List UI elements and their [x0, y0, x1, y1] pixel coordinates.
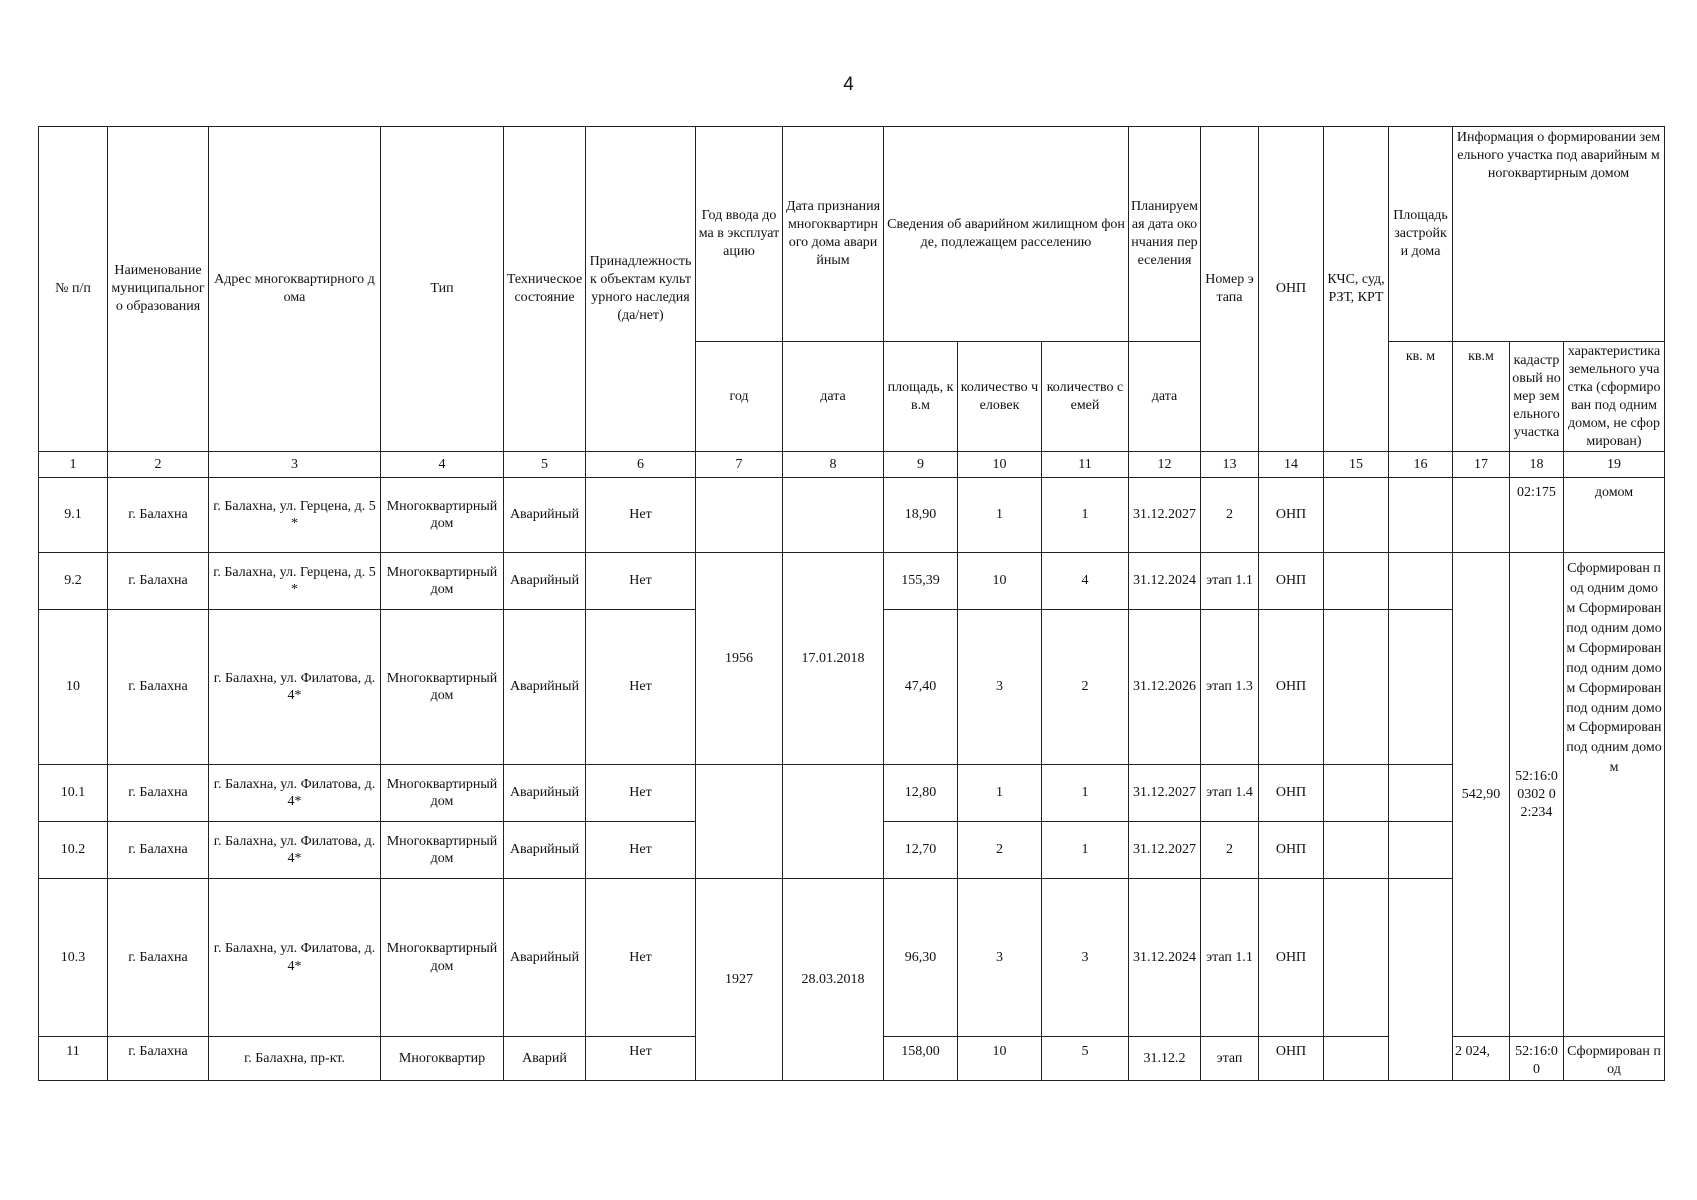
row-type: Многоквартир	[381, 1037, 504, 1081]
row-type: Многоквартирный дом	[381, 822, 504, 879]
row-recognition-date-empty	[783, 765, 884, 879]
row-area: 47,40	[884, 610, 958, 765]
header-sub-area: площадь, кв.м	[884, 342, 958, 452]
row-municipality: г. Балахна	[108, 822, 209, 879]
row-cadastre-merged: 52:16:00302 02:234	[1510, 553, 1564, 1037]
row-stage: этап 1.3	[1201, 610, 1259, 765]
row-people: 3	[958, 610, 1042, 765]
row-build-area-merged	[1389, 879, 1453, 1081]
row-heritage: Нет	[586, 765, 696, 822]
row-onp: ОНП	[1259, 765, 1324, 822]
row-condition: Аварийный	[504, 879, 586, 1037]
row-address: г. Балахна, ул. Герцена, д. 5*	[209, 478, 381, 553]
header-recognition-date: Дата признания многоквартирного дома аварийным	[783, 127, 884, 342]
header-land-info	[1453, 127, 1665, 342]
row-area: 155,39	[884, 553, 958, 610]
row-cadastre: 52:16:00	[1510, 1037, 1564, 1081]
row-number: 9.2	[39, 553, 108, 610]
column-number: 10	[958, 452, 1042, 478]
row-build-area	[1389, 553, 1453, 610]
row-type: Многоквартирный дом	[381, 553, 504, 610]
row-end-date: 31.12.2	[1129, 1037, 1201, 1081]
header-land-info-title: Информация о формировании земельного участка под аварийным многоквартирным домом	[1456, 130, 1661, 181]
header-municipality: Наименование муниципального образования	[108, 127, 209, 452]
column-number: 16	[1389, 452, 1453, 478]
header-onp: ОНП	[1259, 127, 1324, 452]
row-area: 96,30	[884, 879, 958, 1037]
row-heritage: Нет	[586, 478, 696, 553]
row-onp: ОНП	[1259, 879, 1324, 1037]
column-number: 9	[884, 452, 958, 478]
row-number: 10.1	[39, 765, 108, 822]
row-condition: Аварийный	[504, 822, 586, 879]
header-planned-date: Планируемая дата окончания переселения	[1129, 127, 1201, 342]
column-number: 14	[1259, 452, 1324, 478]
row-families: 5	[1042, 1037, 1129, 1081]
row-municipality: г. Балахна	[108, 879, 209, 1037]
row-stage: этап	[1201, 1037, 1259, 1081]
row-families: 1	[1042, 478, 1129, 553]
row-end-date: 31.12.2024	[1129, 879, 1201, 1037]
table-row	[39, 553, 1665, 610]
row-recognition-date	[783, 478, 884, 553]
row-number: 10	[39, 610, 108, 765]
column-number: 18	[1510, 452, 1564, 478]
row-condition: Аварийный	[504, 553, 586, 610]
column-number: 15	[1324, 452, 1389, 478]
row-type: Многоквартирный дом	[381, 765, 504, 822]
row-land-area	[1453, 478, 1510, 553]
row-address: г. Балахна, ул. Филатова, д. 4*	[209, 610, 381, 765]
row-condition: Аварий	[504, 1037, 586, 1081]
row-people: 1	[958, 478, 1042, 553]
row-condition: Аварийный	[504, 765, 586, 822]
header-year: Год ввода дома в эксплуатацию	[696, 127, 783, 342]
header-heritage: Принадлежность к объектам культурного наследия (да/нет)	[586, 127, 696, 452]
row-families: 3	[1042, 879, 1129, 1037]
header-address: Адрес многоквартирного дома	[209, 127, 381, 452]
row-build-area	[1389, 610, 1453, 765]
row-type: Многоквартирный дом	[381, 478, 504, 553]
row-municipality: г. Балахна	[108, 553, 209, 610]
header-land-char: характеристика земельного участка (сформирован под одним домом, не сформирован)	[1564, 342, 1665, 452]
row-heritage: Нет	[586, 610, 696, 765]
row-area: 158,00	[884, 1037, 958, 1081]
row-year	[696, 478, 783, 553]
header-build-area: Площадь застройки дома	[1389, 127, 1453, 342]
row-stage: этап 1.1	[1201, 553, 1259, 610]
row-onp: ОНП	[1259, 553, 1324, 610]
row-people: 1	[958, 765, 1042, 822]
row-families: 4	[1042, 553, 1129, 610]
row-onp: ОНП	[1259, 822, 1324, 879]
header-cadastre: кадастровый номер земельного участка	[1510, 342, 1564, 452]
row-number: 9.1	[39, 478, 108, 553]
row-year-empty	[696, 765, 783, 879]
row-heritage: Нет	[586, 1037, 696, 1081]
header-sub-end-date: дата	[1129, 342, 1201, 452]
column-number: 5	[504, 452, 586, 478]
row-type: Многоквартирный дом	[381, 610, 504, 765]
column-number: 3	[209, 452, 381, 478]
page-number: 4	[843, 74, 854, 95]
column-number: 1	[39, 452, 108, 478]
row-address: г. Балахна, ул. Филатова, д. 4*	[209, 765, 381, 822]
row-onp: ОНП	[1259, 1037, 1324, 1081]
row-heritage: Нет	[586, 553, 696, 610]
row-condition: Аварийный	[504, 610, 586, 765]
row-address: г. Балахна, ул. Герцена, д. 5*	[209, 553, 381, 610]
column-number: 8	[783, 452, 884, 478]
row-number: 10.2	[39, 822, 108, 879]
header-sub-date: дата	[783, 342, 884, 452]
row-area: 12,70	[884, 822, 958, 879]
row-year-merged: 1956	[696, 553, 783, 765]
row-end-date: 31.12.2026	[1129, 610, 1201, 765]
row-families: 1	[1042, 822, 1129, 879]
row-area: 18,90	[884, 478, 958, 553]
column-number: 2	[108, 452, 209, 478]
emergency-housing-table	[38, 126, 1665, 1081]
row-build-area	[1389, 478, 1453, 553]
row-people: 10	[958, 553, 1042, 610]
header-emergency-fund: Сведения об аварийном жилищном фонде, подлежащем расселению	[884, 127, 1129, 342]
row-end-date: 31.12.2027	[1129, 765, 1201, 822]
row-number: 10.3	[39, 879, 108, 1037]
column-number: 17	[1453, 452, 1510, 478]
row-kchs	[1324, 879, 1389, 1037]
header-stage: Номер этапа	[1201, 127, 1259, 452]
row-land-char: Сформирован под	[1564, 1037, 1665, 1081]
row-address: г. Балахна, пр-кт.	[209, 1037, 381, 1081]
row-area: 12,80	[884, 765, 958, 822]
header-sub-people: количество человек	[958, 342, 1042, 452]
row-stage: этап 1.4	[1201, 765, 1259, 822]
row-kchs	[1324, 478, 1389, 553]
row-end-date: 31.12.2027	[1129, 478, 1201, 553]
row-kchs	[1324, 553, 1389, 610]
row-address: г. Балахна, ул. Филатова, д. 4*	[209, 822, 381, 879]
table-row	[39, 765, 1665, 822]
header-kchs: КЧС, суд, РЗТ, КРТ	[1324, 127, 1389, 452]
row-families: 2	[1042, 610, 1129, 765]
row-land-char-merged: Сформирован под одним домом Сформирован под одним домом Сформирован под одним домом Сформирован под одним домом Сформирован под одним домом	[1564, 553, 1665, 1037]
row-kchs	[1324, 822, 1389, 879]
row-heritage: Нет	[586, 822, 696, 879]
row-condition: Аварийный	[504, 478, 586, 553]
row-land-area-merged: 542,90	[1453, 553, 1510, 1037]
row-recognition-date-merged: 17.01.2018	[783, 553, 884, 765]
row-stage: 2	[1201, 478, 1259, 553]
row-kchs	[1324, 765, 1389, 822]
header-sub-land-area: кв.м	[1453, 342, 1510, 452]
row-onp: ОНП	[1259, 610, 1324, 765]
column-numbers-row	[39, 452, 1665, 478]
row-municipality: г. Балахна	[108, 478, 209, 553]
column-number: 6	[586, 452, 696, 478]
header-sub-year: год	[696, 342, 783, 452]
header-sub-build-area: кв. м	[1389, 342, 1453, 452]
row-end-date: 31.12.2024	[1129, 553, 1201, 610]
row-number: 11	[39, 1037, 108, 1081]
row-land-area: 2 024,	[1453, 1037, 1510, 1081]
row-address: г. Балахна, ул. Филатова, д. 4*	[209, 879, 381, 1037]
row-recognition-date-merged: 28.03.2018	[783, 879, 884, 1081]
table-row	[39, 478, 1665, 553]
row-build-area	[1389, 765, 1453, 822]
row-stage: этап 1.1	[1201, 879, 1259, 1037]
row-municipality: г. Балахна	[108, 1037, 209, 1081]
row-stage: 2	[1201, 822, 1259, 879]
row-families: 1	[1042, 765, 1129, 822]
header-type: Тип	[381, 127, 504, 452]
column-number: 4	[381, 452, 504, 478]
row-cadastre: 02:175	[1510, 478, 1564, 553]
header-sub-families: количество семей	[1042, 342, 1129, 452]
row-kchs	[1324, 1037, 1389, 1081]
column-number: 12	[1129, 452, 1201, 478]
row-kchs	[1324, 610, 1389, 765]
row-land-char: домом	[1564, 478, 1665, 553]
row-type: Многоквартирный дом	[381, 879, 504, 1037]
column-number: 11	[1042, 452, 1129, 478]
header-number: № п/п	[39, 127, 108, 452]
column-number: 7	[696, 452, 783, 478]
row-end-date: 31.12.2027	[1129, 822, 1201, 879]
row-people: 3	[958, 879, 1042, 1037]
row-people: 2	[958, 822, 1042, 879]
row-municipality: г. Балахна	[108, 765, 209, 822]
row-people: 10	[958, 1037, 1042, 1081]
row-year-merged: 1927	[696, 879, 783, 1081]
row-municipality: г. Балахна	[108, 610, 209, 765]
row-onp: ОНП	[1259, 478, 1324, 553]
column-number: 19	[1564, 452, 1665, 478]
row-build-area	[1389, 822, 1453, 879]
header-condition: Техническое состояние	[504, 127, 586, 452]
table-row	[39, 879, 1665, 1037]
row-heritage: Нет	[586, 879, 696, 1037]
column-number: 13	[1201, 452, 1259, 478]
